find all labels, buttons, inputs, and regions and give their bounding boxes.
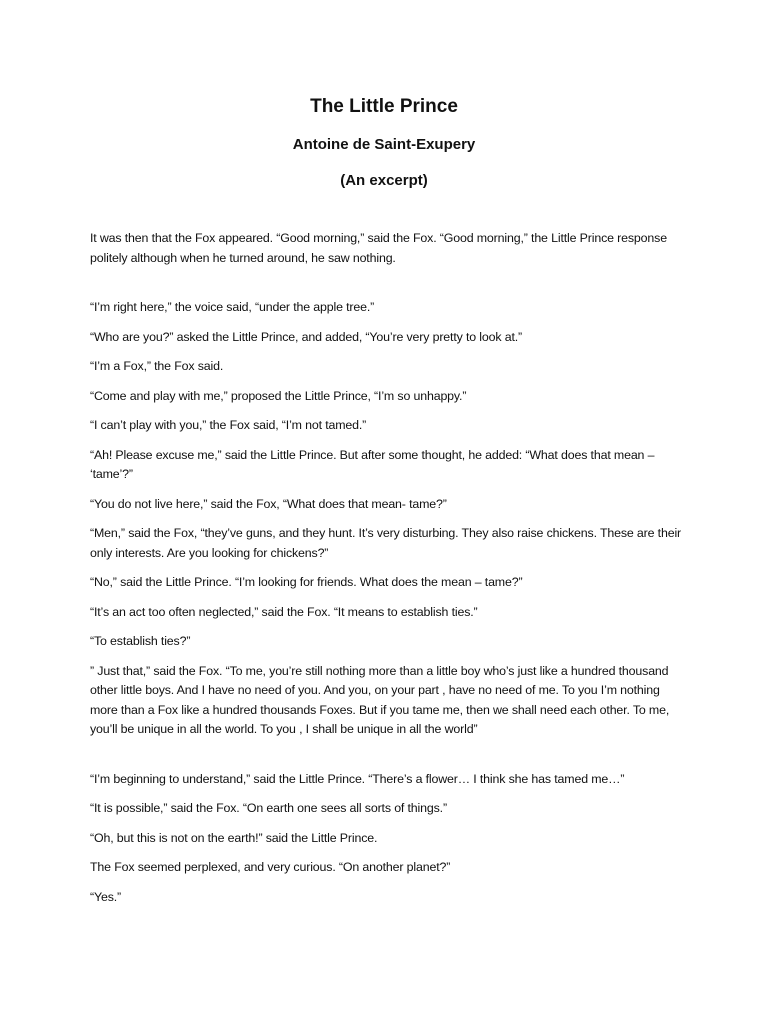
paragraph: “I’m beginning to understand,” said the Little Prince. “There’s a flower… I think she has tamed me…” <box>90 771 625 786</box>
document-subtitle: (An excerpt) <box>340 172 428 189</box>
paragraph: “No,” said the Little Prince. “I’m looking for friends. What does the mean – tame?” <box>90 575 523 589</box>
paragraph: “I’m right here,” the voice said, “under the apple tree.” <box>90 300 375 314</box>
paragraph: “It is possible,” said the Fox. “On earth one sees all sorts of things.” <box>90 801 447 815</box>
paragraph: “Who are you?” asked the Little Prince, and added, “You’re very pretty to look at.” <box>90 329 523 344</box>
paragraph: “I can’t play with you,” the Fox said, “I’m not tamed.” <box>90 418 367 432</box>
paragraph: “Oh, but this is not on the earth!” said the Little Prince. <box>90 830 378 845</box>
paragraph: It was then that the Fox appeared. “Good morning,” said the Fox. “Good morning,” the Little Prince response politely although when he turned around, he saw nothing. <box>90 231 667 265</box>
paragraph: “Yes.” <box>90 889 122 904</box>
paragraph: “Men,” said the Fox, “they’ve guns, and they hunt. It’s very disturbing. They also raise chickens. These are their only interests. Are you looking for chickens?” <box>90 526 682 560</box>
paragraph: “Come and play with me,” proposed the Little Prince, “I’m so unhappy.” <box>90 388 467 403</box>
paragraph: ” Just that,” said the Fox. “To me, you’re still nothing more than a little boy who’s just like a hundred thousand other little boys. And I have no need of you. And you, on your part , have no need of me. To you I’m nothing more than a Fox like a hundred thousands Foxes. But if you tame me, then we shall need each other. To me, you’ll be unique in all the world. To you , I shall be unique in all the world” <box>90 663 670 736</box>
paragraph: “I’m a Fox,” the Fox said. <box>90 359 224 373</box>
document-author: Antoine de Saint-Exupery <box>292 136 476 153</box>
document-title: The Little Prince <box>310 96 458 117</box>
paragraph: The Fox seemed perplexed, and very curious. “On another planet?” <box>90 860 451 874</box>
paragraph: “To establish ties?” <box>90 634 191 648</box>
paragraph: “Ah! Please excuse me,” said the Little Prince. But after some thought, he added: “What does that mean – ‘tame’?” <box>90 447 655 481</box>
paragraph: “You do not live here,” said the Fox, “What does that mean- tame?” <box>90 496 447 511</box>
document-body <box>90 229 686 907</box>
paragraph: “It’s an act too often neglected,” said the Fox. “It means to establish ties.” <box>90 604 478 619</box>
